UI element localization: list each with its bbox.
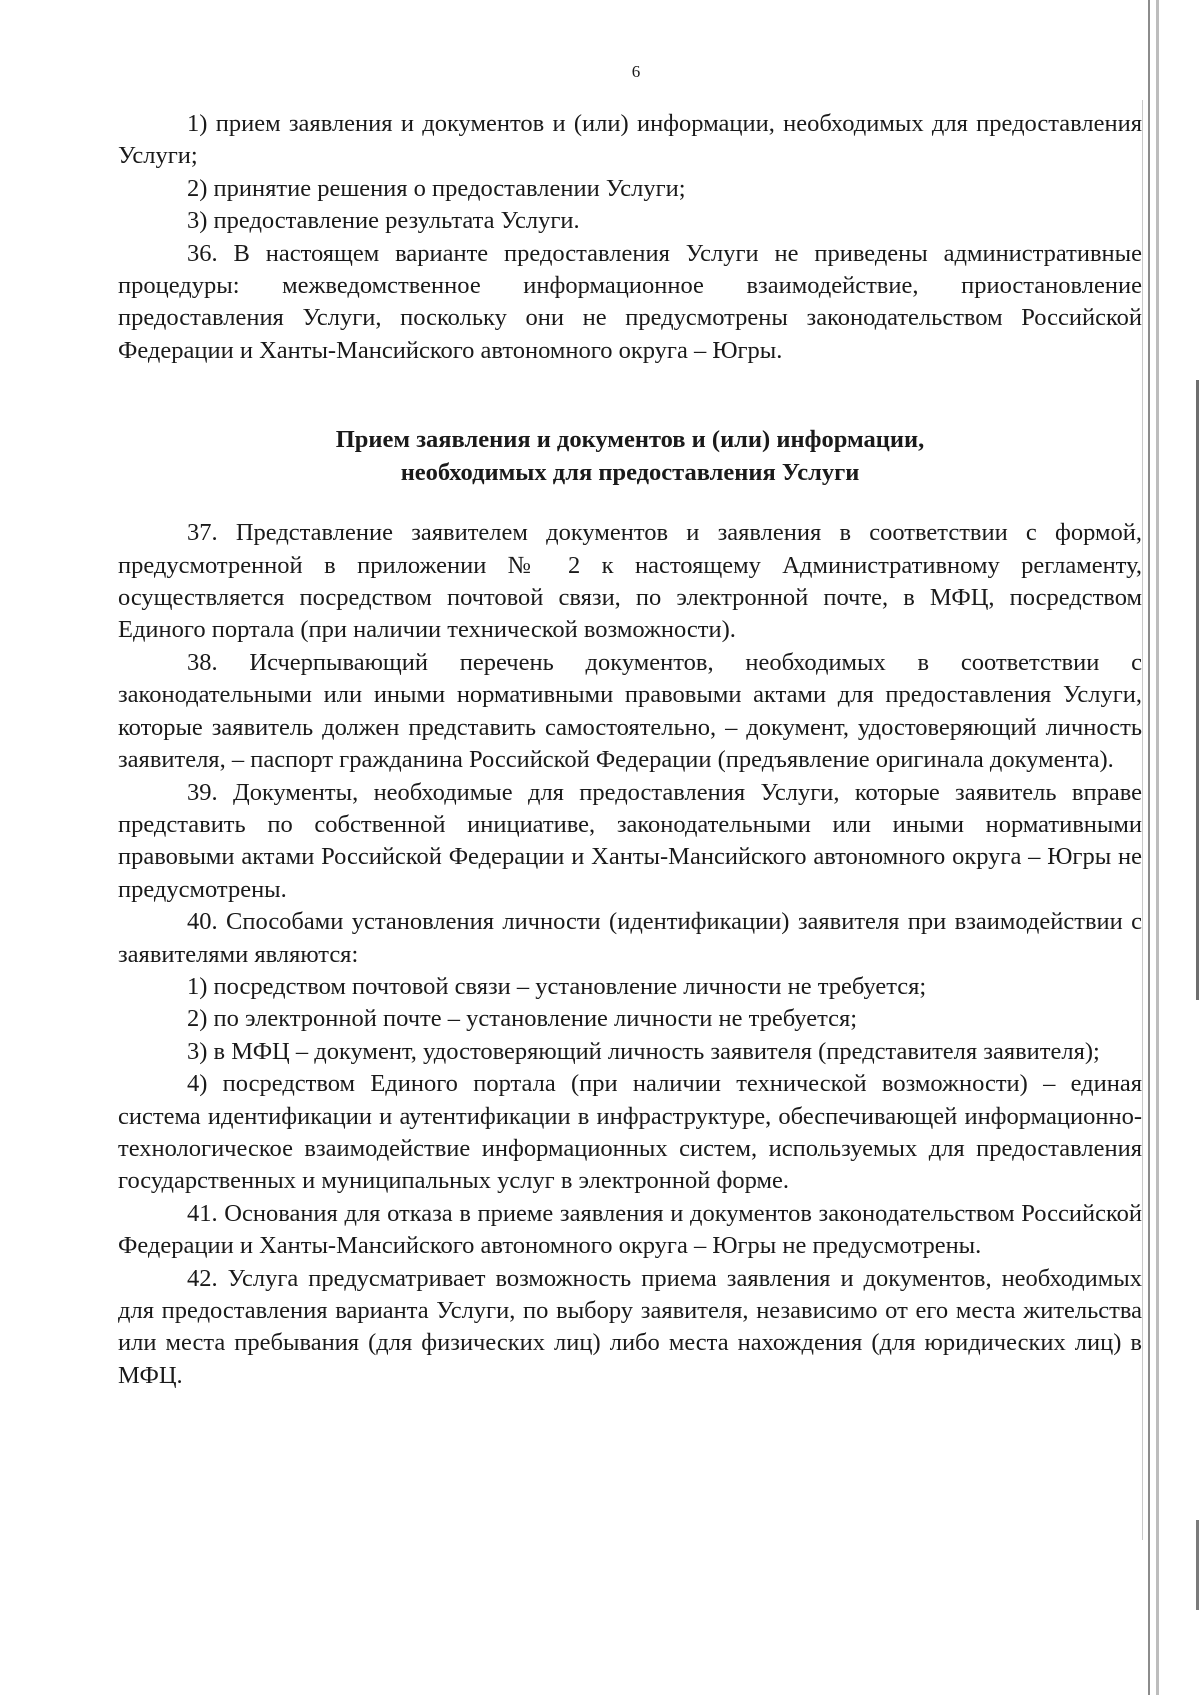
paragraph-40-item-4: 4) посредством Единого портала (при наличии технической возможности) – единая система идентификации и аутентификации в инфраструктуре, обеспечивающей информационно-технологическое взаимодействие информационных систем, используемых для предоставления государственных и муниципальных услуг в электронной форме.	[118, 1070, 1142, 1195]
paragraph-40-item-2: 2) по электронной почте – установление личности не требуется;	[187, 1005, 858, 1033]
scan-edge-mark-upper	[1196, 380, 1199, 1000]
paragraph-40-item-3: 3) в МФЦ – документ, удостоверяющий личность заявителя (представителя заявителя);	[187, 1037, 1100, 1065]
paragraph-37: 37. Представление заявителем документов и заявления в соответствии с формой, предусмотренной в приложении № 2 к настоящему Административному регламенту, осуществляется посредством почтовой связи, по электронной почте, в МФЦ, посредством Единого портала (при наличии технической возможности).	[118, 519, 1142, 644]
paragraph-40-item-1: 1) посредством почтовой связи – установление личности не требуется;	[187, 972, 927, 1000]
page-number: 6	[631, 62, 641, 81]
scan-edge-shadow-secondary	[1156, 0, 1159, 1695]
paragraph-42: 42. Услуга предусматривает возможность приема заявления и документов, необходимых для предоставления варианта Услуги, по выбору заявителя, независимо от его места жительства или места пребывания (для физических лиц) либо места нахождения (для юридических лиц) в МФЦ.	[118, 1264, 1142, 1389]
paragraph-39: 39. Документы, необходимые для предоставления Услуги, которые заявитель вправе представить по собственной инициативе, законодательными или иными нормативными правовыми актами Российской Федерации и Ханты-Мансийского автономного округа – Югры не предусмотрены.	[118, 778, 1142, 903]
section-heading-line-2: необходимых для предоставления Услуги	[400, 459, 860, 487]
scan-margin-line	[1142, 100, 1143, 1540]
paragraph-38: 38. Исчерпывающий перечень документов, необходимых в соответствии с законодательными или иными нормативными правовыми актами для предоставления Услуги, которые заявитель должен представить самостоятельно, – документ, удостоверяющий личность заявителя, – паспорт гражданина Российской Федерации (предъявление оригинала документа).	[118, 648, 1142, 774]
paragraph-step-2: 2) принятие решения о предоставлении Услуги;	[187, 174, 686, 202]
document-body	[118, 108, 1142, 1392]
scan-edge-shadow	[1148, 0, 1150, 1695]
paragraph-40: 40. Способами установления личности (идентификации) заявителя при взаимодействии с заявителями являются:	[118, 908, 1142, 968]
paragraph-step-1: 1) прием заявления и документов и (или) информации, необходимых для предоставления Услуги;	[118, 110, 1142, 170]
paragraph-36: 36. В настоящем варианте предоставления Услуги не приведены административные процедуры: межведомственное информационное взаимодействие, приостановление предоставления Услуги, поскольку они не предусмотрены законодательством Российской Федерации и Ханты-Мансийского автономного округа – Югры.	[118, 239, 1142, 364]
section-heading-line-1: Прием заявления и документов и (или) информации,	[335, 426, 925, 454]
section-heading	[118, 423, 1142, 489]
paragraph-41: 41. Основания для отказа в приеме заявления и документов законодательством Российской Федерации и Ханты-Мансийского автономного округа – Югры не предусмотрены.	[118, 1199, 1142, 1260]
scan-edge-mark-lower	[1196, 1520, 1199, 1610]
paragraph-step-3: 3) предоставление результата Услуги.	[187, 207, 580, 235]
